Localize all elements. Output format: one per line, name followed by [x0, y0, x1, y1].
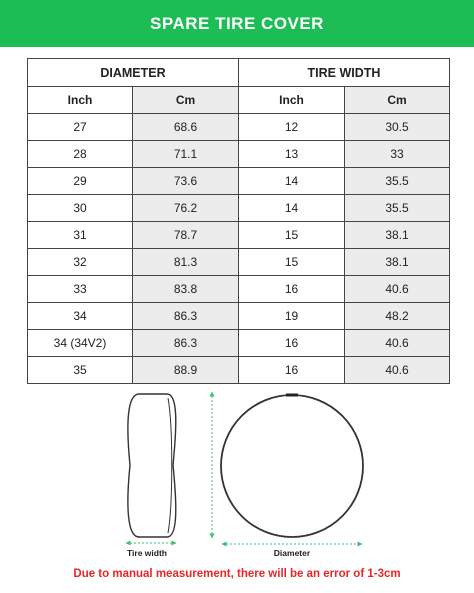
page-title: SPARE TIRE COVER	[150, 13, 324, 33]
diameter-cm-cell: 78.7	[133, 222, 239, 249]
diameter-inch-cell: 31	[28, 222, 133, 249]
table-row	[28, 168, 450, 195]
width-inch-cell: 16	[239, 357, 345, 384]
diameter-cm-cell: 88.9	[133, 357, 239, 384]
tire-front-view	[221, 394, 363, 538]
width-cm-cell: 30.5	[345, 114, 450, 141]
width-inch-cell: 16	[239, 276, 345, 303]
tire-width-header: TIRE WIDTH	[239, 59, 450, 87]
width-inch-cell: 13	[239, 141, 345, 168]
group-header-row	[28, 59, 450, 87]
width-inch-header: Inch	[239, 87, 345, 114]
tire-diagram	[0, 380, 474, 565]
width-cm-header: Cm	[345, 87, 450, 114]
table-row	[28, 330, 450, 357]
size-table	[27, 58, 450, 384]
width-cm-cell: 35.5	[345, 168, 450, 195]
diameter-cm-cell: 68.6	[133, 114, 239, 141]
diameter-header: DIAMETER	[28, 59, 239, 87]
table-row	[28, 276, 450, 303]
cover-tag-icon	[286, 394, 298, 397]
diameter-cm-cell: 83.8	[133, 276, 239, 303]
diameter-inch-cell: 32	[28, 249, 133, 276]
table-row	[28, 222, 450, 249]
diameter-label: Diameter	[273, 548, 311, 558]
table-row	[28, 195, 450, 222]
diameter-inch-cell: 30	[28, 195, 133, 222]
diameter-inch-cell: 28	[28, 141, 133, 168]
diameter-inch-header: Inch	[28, 87, 133, 114]
table-row	[28, 303, 450, 330]
diameter-cm-cell: 86.3	[133, 303, 239, 330]
width-inch-cell: 14	[239, 195, 345, 222]
diameter-inch-cell: 33	[28, 276, 133, 303]
width-cm-cell: 35.5	[345, 195, 450, 222]
diameter-cm-header: Cm	[133, 87, 239, 114]
width-cm-cell: 40.6	[345, 357, 450, 384]
table-row	[28, 141, 450, 168]
diameter-cm-cell: 73.6	[133, 168, 239, 195]
diameter-inch-cell: 34	[28, 303, 133, 330]
diameter-inch-cell: 34 (34V2)	[28, 330, 133, 357]
table-row	[28, 114, 450, 141]
width-cm-cell: 38.1	[345, 249, 450, 276]
diameter-cm-cell: 76.2	[133, 195, 239, 222]
unit-header-row	[28, 87, 450, 114]
diameter-inch-cell: 29	[28, 168, 133, 195]
diameter-inch-cell: 27	[28, 114, 133, 141]
tire-width-label: Tire width	[127, 548, 167, 558]
title-banner	[0, 0, 474, 47]
width-inch-cell: 16	[239, 330, 345, 357]
width-cm-cell: 40.6	[345, 276, 450, 303]
diameter-inch-cell: 35	[28, 357, 133, 384]
diameter-cm-cell: 71.1	[133, 141, 239, 168]
measurement-note: Due to manual measurement, there will be an error of 1-3cm	[73, 568, 401, 580]
width-inch-cell: 15	[239, 249, 345, 276]
width-cm-cell: 40.6	[345, 330, 450, 357]
width-inch-cell: 15	[239, 222, 345, 249]
size-table-body	[28, 114, 450, 384]
width-inch-cell: 12	[239, 114, 345, 141]
width-inch-cell: 19	[239, 303, 345, 330]
diameter-cm-cell: 86.3	[133, 330, 239, 357]
table-row	[28, 249, 450, 276]
width-cm-cell: 48.2	[345, 303, 450, 330]
width-cm-cell: 33	[345, 141, 450, 168]
width-inch-cell: 14	[239, 168, 345, 195]
width-cm-cell: 38.1	[345, 222, 450, 249]
tire-side-view	[128, 394, 176, 537]
diameter-cm-cell: 81.3	[133, 249, 239, 276]
